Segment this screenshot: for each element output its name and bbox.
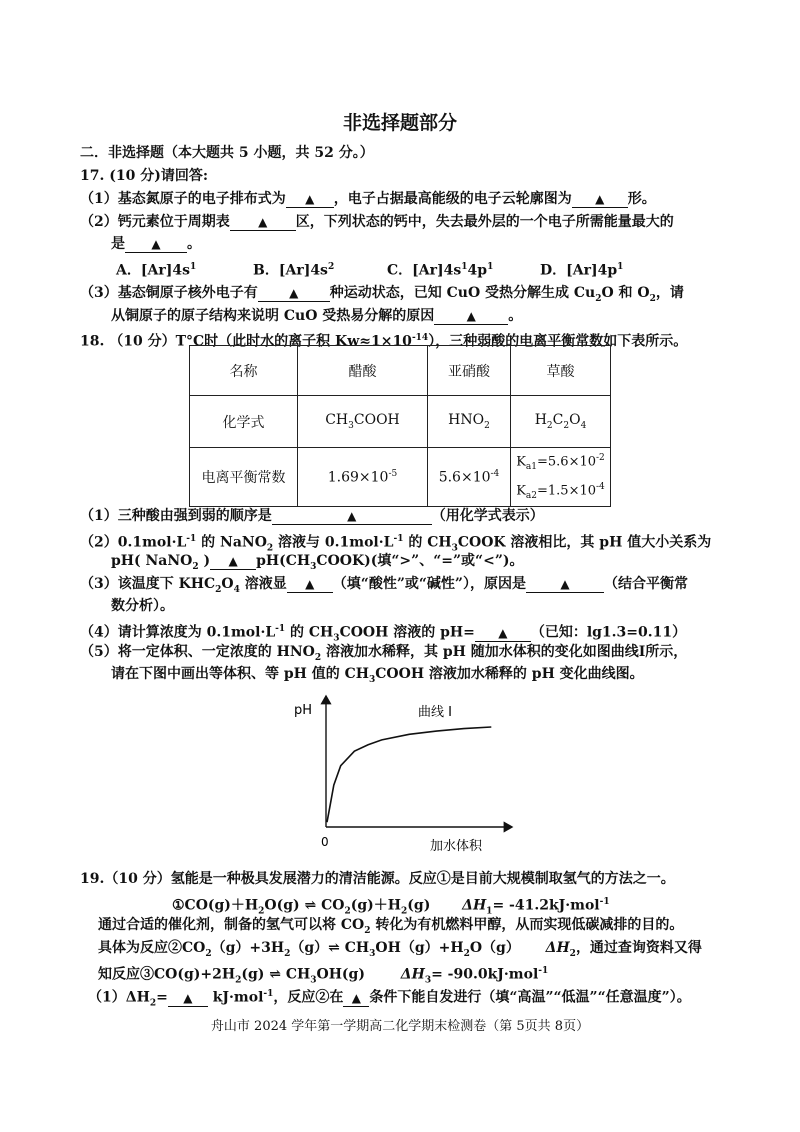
option-b-text: B．[Ar]4s: [253, 262, 328, 279]
q18-p5-a: （5）将一定体积、一定浓度的 HNO: [80, 644, 315, 660]
t2-c: （g）⇌ CH: [290, 940, 370, 956]
t3-dh-sub: 3: [424, 975, 432, 986]
page-title: 非选择题部分: [342, 112, 457, 134]
t2-b: （g）+3H: [211, 940, 285, 956]
t3-c: OH(g): [316, 966, 365, 983]
q17-heading: 17. (10 分)请回答:: [80, 168, 209, 184]
r1-dh: ΔH: [462, 897, 487, 914]
y-axis-label: pH: [294, 703, 313, 718]
q17-option-c: [387, 257, 493, 281]
t3-dh-val: = -90.0kJ·mol: [431, 966, 539, 983]
blank-marker: ▲: [151, 237, 161, 251]
series-line-curve-1: [327, 727, 491, 822]
q17-part2-cont: [111, 234, 201, 254]
option-b-sup: 2: [327, 262, 335, 272]
t1-b: 转化为有机燃料甲醇，从而实现低碳减排的目的。: [370, 917, 684, 933]
t2-sub2: 2: [284, 948, 291, 959]
oxalic-f-b: C: [552, 412, 564, 429]
td-const-label: 电离平衡常数: [190, 448, 298, 507]
q18-p1-text-b: （用化学式表示）: [431, 508, 544, 524]
q18-p5-sub2: 3: [369, 674, 376, 685]
option-a-text: A．[Ar]4s: [116, 262, 190, 279]
acetic-f-b: COOH: [353, 412, 400, 429]
q18-p3-a: （3）该温度下 KHC: [80, 576, 216, 592]
r1-dh-sub: 1: [486, 906, 493, 917]
q17-part3-cont: [111, 306, 522, 326]
oxalic-f-sub1: 2: [546, 420, 553, 431]
blank-marker: ▲: [258, 215, 268, 229]
r1-sub2: 2: [344, 906, 351, 917]
q18-p3-c: 溶液显: [239, 576, 287, 592]
q19-p1-sup: -1: [263, 989, 274, 999]
td-const-oxalic: [511, 448, 611, 507]
q17-p3-sub2: 2: [649, 293, 656, 304]
t2-f: ，通过查询资料又得: [575, 940, 702, 956]
q18-p3-sub: 2: [215, 584, 222, 595]
q19-part1: [88, 984, 691, 1013]
t3-sub2: 3: [310, 975, 317, 986]
q18-p2-sub: 2: [266, 543, 274, 554]
blank-marker: ▲: [289, 286, 299, 300]
t2-dh: ΔH: [545, 940, 570, 956]
ka1-k: K: [516, 454, 526, 470]
q18-head-b: ），三种弱酸的电离平衡常数如下表所示。: [428, 333, 688, 350]
q18-p2-e: COOK 溶液相比，其 pH 值大小关系为: [457, 534, 712, 551]
ka2-sup: -4: [596, 481, 605, 492]
oxalic-f-sub2: 2: [563, 420, 570, 431]
q18-head-a: 18. （10 分）T°C时（此时水的离子积 Kw≈1×10: [80, 333, 412, 350]
nitrous-f-a: HNO: [448, 412, 485, 429]
q18-part3-cont: 数分析）。: [111, 598, 174, 614]
q17-p1-text-b: ，电子占据最高能级的电子云轮廓图为: [333, 191, 572, 207]
blank-marker: ▲: [183, 990, 193, 1005]
blank-marker: ▲: [560, 577, 570, 591]
q18-p2-i: COOK)(填“>”、“=”或“<”)。: [316, 553, 524, 569]
table-row-formula: [190, 396, 611, 448]
q18-p4-d: （已知：lg1.3=0.11）: [530, 624, 687, 641]
q17-p2-text-d: 。: [187, 236, 201, 252]
q17-p2-text-b: 区，下列状态的钙中，失去最外层的一个电子所需能量最大的: [295, 214, 674, 230]
t2-dh-sub: 2: [569, 948, 576, 959]
t3-dh-sup: -1: [538, 966, 549, 976]
nitrous-f-sub: 2: [484, 420, 490, 431]
blank-marker: ▲: [595, 192, 605, 206]
q17-p3-text-c: O 和 O: [601, 285, 650, 301]
td-formula-nitrous: [428, 396, 511, 448]
q17-p2-text-c: 是: [111, 236, 125, 252]
acid-constants-table: [189, 345, 611, 507]
t1-a: 通过合适的催化剂，制备的氢气可以将 CO: [98, 917, 365, 933]
option-c-sup2: 1: [487, 262, 494, 272]
th-nitrous: 亚硝酸: [428, 346, 511, 396]
q19-p1-a: （1）ΔH: [88, 989, 150, 1006]
q17-p3-text-a: （3）基态铜原子核外电子有: [80, 285, 258, 301]
t2-e: O（g）: [469, 940, 520, 956]
ka2-sub: a2: [525, 490, 537, 501]
r1-dh-val: = -41.2kJ·mol: [492, 897, 600, 914]
q18-p2-d: 的 CH: [403, 534, 452, 551]
q18-p2-b: 的 NaNO: [196, 534, 267, 551]
q18-p4-sup: -1: [275, 624, 286, 634]
q18-p3-b: O: [221, 576, 234, 592]
oxalic-ka1: [511, 448, 610, 477]
q18-p1-blank[interactable]: [272, 508, 432, 525]
blank-marker: ▲: [228, 554, 238, 568]
q19-heading: 19.（10 分）氢能是一种极具发展潜力的清洁能源。反应①是目前大规模制取氢气的方法之一。: [80, 871, 675, 887]
t2-sub3: 3: [369, 948, 376, 959]
section-heading: 二．非选择题（本大题共 5 小题，共 52 分。）: [80, 145, 374, 161]
option-a-sup: 1: [189, 262, 197, 272]
th-oxalic: 草酸: [511, 346, 611, 396]
q17-option-d: [540, 257, 623, 281]
q18-part2-cont: [111, 551, 524, 577]
q17-part3: [80, 283, 684, 309]
q18-p4-a: （4）请计算浓度为 0.1mol·L: [80, 624, 276, 641]
t2-d: OH（g）+H: [375, 940, 464, 956]
ph-dilution-chart: [290, 690, 520, 855]
td-const-nitrous: [428, 448, 511, 507]
q18-p5-d: COOH 溶液加水稀释的 pH 变化曲线图。: [375, 666, 644, 682]
r1-c: (g)＋H: [350, 897, 402, 914]
t3-b: (g) ⇌ CH: [241, 966, 311, 983]
r1-d: (g): [407, 897, 431, 914]
r1-b: O(g) ⇌ CO: [264, 897, 345, 914]
q18-p2-sub2: 3: [451, 543, 458, 554]
q18-p4-c: COOH 溶液的 pH=: [339, 624, 475, 641]
table-row-constants: [190, 448, 611, 507]
q18-p2-f: pH( NaNO: [111, 553, 193, 569]
acetic-f-a: CH: [325, 412, 349, 429]
q18-p4-b: 的 CH: [285, 624, 334, 641]
nitrous-k: 5.6×10: [438, 469, 491, 486]
q18-p3-blank1[interactable]: [287, 576, 333, 593]
t2-sub: 2: [205, 948, 212, 959]
q17-option-a: [116, 257, 196, 281]
blank-marker: ▲: [466, 309, 476, 323]
q18-p2-sup: -1: [186, 534, 197, 544]
q18-p2-g: ): [198, 553, 211, 569]
ka1-sup: -2: [596, 453, 605, 463]
q18-p4-sub: 3: [333, 633, 340, 644]
r1-sub: 2: [258, 906, 265, 917]
q19-p1-blank1[interactable]: [168, 990, 208, 1007]
q17-p2-blank1[interactable]: [230, 214, 296, 231]
q18-p3-sub2: 4: [233, 584, 240, 595]
origin-label: 0: [321, 835, 329, 849]
blank-marker: ▲: [498, 625, 508, 640]
acetic-k: 1.69×10: [327, 469, 389, 486]
ka1-sub: a1: [525, 461, 537, 472]
q18-p2-blank[interactable]: [210, 553, 256, 570]
acetic-f-sub: 3: [348, 420, 354, 431]
q17-p1-text-a: （1）基态氮原子的电子排布式为: [80, 191, 286, 207]
t3-sub: 2: [235, 975, 242, 986]
page-footer: 舟山市 2024 学年第一学期高二化学期末检测卷（第 5页共 8页）: [210, 1019, 590, 1034]
option-c-mid: 4p: [467, 262, 488, 279]
q17-p1-blank1[interactable]: [286, 191, 334, 208]
q17-p3-text-d: ，请: [655, 285, 684, 301]
q17-p1-blank2[interactable]: [572, 191, 628, 208]
x-axis-label: 加水体积: [430, 839, 483, 854]
q18-p3-d: （填“酸性”或“碱性”），原因是: [332, 576, 526, 592]
q17-p3-blank1[interactable]: [258, 285, 330, 302]
th-acetic: 醋酸: [298, 346, 428, 396]
ka2-k: K: [516, 483, 526, 499]
th-name: 名称: [190, 346, 298, 396]
td-formula-oxalic: [511, 396, 611, 448]
q18-p3-e: （结合平衡常: [603, 576, 688, 592]
q18-p4-blank[interactable]: [475, 625, 531, 642]
r1-sub3: 2: [401, 906, 408, 917]
t1-sub: 2: [364, 925, 371, 936]
blank-marker: ▲: [347, 509, 357, 523]
oxalic-f-c: O: [569, 412, 581, 429]
q18-head-sup: -14: [411, 333, 429, 343]
oxalic-ka2: [511, 477, 610, 506]
q19-p1-e: 条件下能自发进行（填“高温”“低温”“任意温度”）。: [369, 989, 691, 1006]
q19-p1-c: kJ·mol: [207, 989, 264, 1006]
q18-p2-c: 溶液与 0.1mol·L: [273, 534, 394, 551]
q18-p5-c: 请在下图中画出等体积、等 pH 值的 CH: [111, 666, 370, 682]
t2-a: 具体为反应②CO: [98, 940, 206, 956]
blank-marker: ▲: [305, 577, 315, 591]
q18-p3-blank2[interactable]: [526, 576, 604, 593]
ka2-val: =1.5×10: [537, 483, 597, 499]
q18-p2-a: （2）0.1mol·L: [80, 534, 187, 551]
r1-a: ①CO(g)＋H: [172, 897, 259, 914]
q18-p5-sub: 2: [314, 652, 322, 663]
q19-p1-blank2[interactable]: [343, 990, 369, 1007]
oxalic-f-a: H: [534, 412, 547, 429]
q17-p3-text-e: 从铜原子的原子结构来说明 CuO 受热易分解的原因: [111, 308, 435, 324]
option-d-sup: 1: [617, 262, 624, 272]
q19-p1-sub: 2: [149, 998, 157, 1009]
q18-p5-b: 溶液加水稀释，其 pH 随加水体积的变化如图曲线Ⅰ所示，: [321, 644, 688, 660]
table-header-row: [190, 346, 611, 396]
t3-dh: ΔH: [400, 966, 425, 983]
q19-p1-d: ，反应②在: [273, 989, 344, 1006]
nitrous-k-sup: -4: [490, 468, 500, 479]
q17-p3-text-f: 。: [508, 308, 523, 324]
q17-p3-sub: 2: [595, 293, 602, 304]
td-const-acetic: [298, 448, 428, 507]
q19-text1: [98, 915, 683, 941]
q17-part1: [80, 189, 656, 209]
t2-sub4: 2: [463, 948, 470, 959]
option-c-sup1: 1: [461, 262, 468, 272]
series-label-curve-1: 曲线 I: [418, 705, 452, 720]
acetic-k-sup: -5: [388, 468, 398, 479]
blank-marker: ▲: [305, 192, 315, 206]
q18-p2-sub3: 2: [192, 561, 199, 572]
q19-p1-b: =: [156, 989, 168, 1006]
q17-p2-text-a: （2）钙元素位于周期表: [80, 214, 230, 230]
td-formula-label: 化学式: [190, 396, 298, 448]
ka1-val: =5.6×10: [537, 454, 597, 470]
t3-a: 知反应③CO(g)+2H: [98, 966, 236, 983]
q18-p2-h: pH(CH: [256, 553, 311, 569]
q17-option-b: [253, 257, 334, 281]
q18-part5-cont: [111, 664, 644, 690]
td-formula-acetic: [298, 396, 428, 448]
blank-marker: ▲: [351, 990, 361, 1005]
q17-p1-text-c: 形。: [627, 191, 656, 207]
q18-p2-sub4: 3: [310, 561, 317, 572]
q17-p3-blank2[interactable]: [434, 308, 508, 325]
oxalic-f-sub3: 4: [580, 420, 587, 431]
q17-part2: [80, 212, 674, 232]
q19-text2: [98, 938, 702, 964]
option-c-text: C．[Ar]4s: [387, 262, 462, 279]
q18-part1: [80, 506, 544, 526]
option-d-text: D．[Ar]4p: [540, 262, 618, 279]
r1-dh-sup: -1: [599, 897, 610, 907]
q17-p3-text-b: 种运动状态，已知 CuO 受热分解生成 Cu: [329, 285, 596, 301]
q18-p1-text-a: （1）三种酸由强到弱的顺序是: [80, 508, 272, 524]
q17-p2-blank2[interactable]: [125, 236, 187, 253]
q18-p2-sup2: -1: [393, 534, 404, 544]
